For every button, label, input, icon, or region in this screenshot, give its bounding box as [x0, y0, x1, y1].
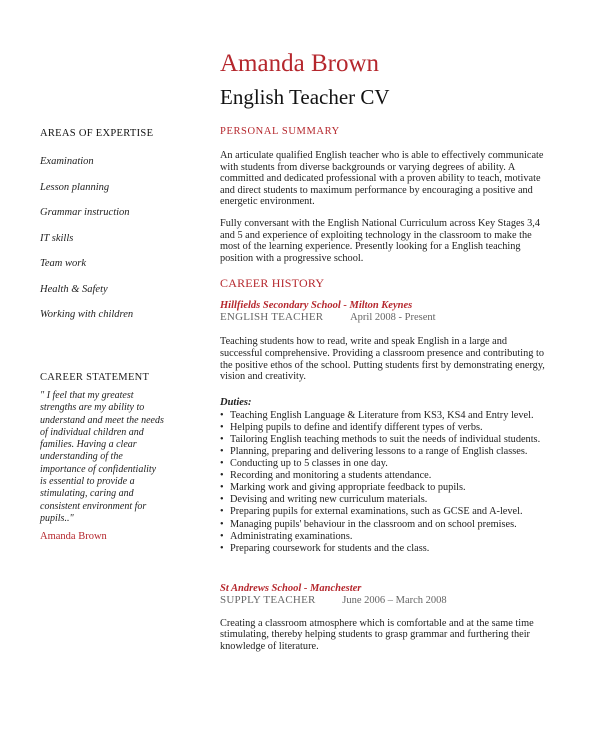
- bullet-icon: •: [220, 506, 224, 518]
- bullet-icon: •: [220, 518, 224, 530]
- job-school: St Andrews School - Manchester: [220, 582, 362, 594]
- quote-author: Amanda Brown: [40, 531, 107, 542]
- job-dates: April 2008 - Present: [350, 312, 436, 324]
- career-statement-heading: CAREER STATEMENT: [40, 372, 150, 383]
- quote-line: pupils..": [40, 512, 74, 524]
- bullet-icon: •: [220, 470, 224, 482]
- bullet-icon: •: [220, 530, 224, 542]
- expertise-item: Examination: [40, 156, 94, 167]
- job-description: [220, 618, 560, 653]
- duty-item: • Planning, preparing and delivering lessons to a range of English classes.: [220, 446, 528, 457]
- expertise-item: Grammar instruction: [40, 207, 130, 218]
- text-line: energetic environment.: [220, 196, 315, 208]
- job-role-line: [220, 311, 560, 323]
- expertise-item: Team work: [40, 258, 86, 269]
- quote-line: understand and meet the needs: [40, 414, 164, 426]
- expertise-item: Working with children: [40, 309, 134, 320]
- job-role-line: [220, 594, 560, 606]
- text-line: Fully conversant with the English National Curriculum across Key Stages 3,4: [220, 217, 541, 229]
- quote-line: stimulating, caring and: [40, 488, 134, 500]
- text-line: Creating a classroom atmosphere which is comfortable and at the same time: [220, 617, 534, 629]
- text-line: with students from diverse backgrounds or varying degrees of ability. A: [220, 161, 516, 173]
- duties-label: Duties:: [220, 396, 252, 408]
- summary-paragraph: [220, 150, 560, 208]
- summary-heading: PERSONAL SUMMARY: [220, 126, 340, 137]
- text-line: vision and creativity.: [220, 371, 306, 383]
- cv-name: Amanda Brown: [220, 50, 379, 77]
- text-line: knowledge of literature.: [220, 641, 319, 653]
- text-line: Teaching students how to read, write and speak English in a large and: [220, 336, 508, 348]
- job-role: SUPPLY TEACHER: [220, 593, 316, 606]
- expertise-heading: AREAS OF EXPERTISE: [40, 128, 154, 139]
- quote-line: strengths are my ability to: [40, 402, 145, 414]
- bullet-icon: •: [220, 494, 224, 506]
- bullet-icon: •: [220, 542, 224, 554]
- duty-item: • Helping pupils to define and identify different types of verbs.: [220, 421, 483, 433]
- duty-item: • Preparing pupils for external examinations, such as GCSE and A-level.: [220, 506, 523, 518]
- quote-line: is essential to provide a: [40, 476, 135, 488]
- bullet-icon: •: [220, 421, 224, 433]
- quote-line: of individual children and: [40, 426, 144, 438]
- bullet-icon: •: [220, 446, 224, 457]
- bullet-icon: •: [220, 458, 224, 470]
- quote-line: families. Having a clear: [40, 439, 137, 451]
- quote-line: importance of confidentiality: [40, 463, 157, 475]
- duty-item: • Conducting up to 5 classes in one day.: [220, 458, 388, 470]
- career-history-heading: CAREER HISTORY: [220, 276, 325, 291]
- duty-item: • Tailoring English teaching methods to suit the needs of individual students.: [220, 433, 541, 445]
- duty-item: • Recording and monitoring a students attendance.: [220, 470, 432, 482]
- text-line: committed and dedicated professional with a proven ability to teach, motivate: [220, 173, 541, 185]
- text-line: and 5 and experience of exploiting technology in the classroom to make the: [220, 229, 532, 241]
- bullet-icon: •: [220, 409, 224, 421]
- summary-paragraph: [220, 218, 560, 264]
- duty-item: • Managing pupils' behaviour in the classroom and on school premises.: [220, 518, 517, 530]
- expertise-list: [40, 149, 170, 328]
- duty-item: • Marking work and giving appropriate feedback to pupils.: [220, 482, 466, 494]
- text-line: stimulating, thereby helping students to grasp grammar and furthering their: [220, 629, 530, 641]
- text-line: successful comprehensive. Providing a classroom presence and contributing to: [220, 347, 544, 359]
- duties-list: [220, 410, 560, 555]
- bullet-icon: •: [220, 433, 224, 445]
- career-statement-quote: [40, 390, 170, 525]
- duty-item: • Devising and writing new curriculum materials.: [220, 494, 428, 506]
- bullet-icon: •: [220, 482, 224, 494]
- job-dates: June 2006 – March 2008: [342, 594, 447, 606]
- sidebar: [40, 128, 170, 328]
- quote-line: understanding of the: [40, 451, 123, 463]
- expertise-item: Health & Safety: [40, 283, 108, 295]
- duty-item: • Teaching English Language & Literature from KS3, KS4 and Entry level.: [220, 409, 534, 421]
- text-line: An articulate qualified English teacher who is able to effectively communicate: [220, 150, 544, 161]
- job-school: Hillfields Secondary School - Milton Keynes: [220, 300, 413, 312]
- job-role: ENGLISH TEACHER: [220, 311, 324, 324]
- expertise-item: IT skills: [40, 232, 74, 244]
- text-line: and direct students to maximum performance by encouraging a positive and: [220, 184, 533, 196]
- quote-line: consistent environment for: [40, 500, 147, 512]
- text-line: the positive ethos of the school. Putting students first by demonstrating energy,: [220, 359, 545, 371]
- duty-item: • Administrating examinations.: [220, 530, 353, 542]
- text-line: most of the learning experience. Presently looking for a English teaching: [220, 241, 521, 253]
- text-line: position with a progressive school.: [220, 252, 364, 264]
- expertise-item: Lesson planning: [40, 181, 110, 193]
- cv-subtitle: English Teacher CV: [220, 85, 390, 109]
- main-content: [220, 126, 560, 653]
- duty-item: • Preparing coursework for students and the class.: [220, 542, 430, 554]
- job-description: [220, 336, 560, 382]
- quote-line: " I feel that my greatest: [40, 390, 134, 401]
